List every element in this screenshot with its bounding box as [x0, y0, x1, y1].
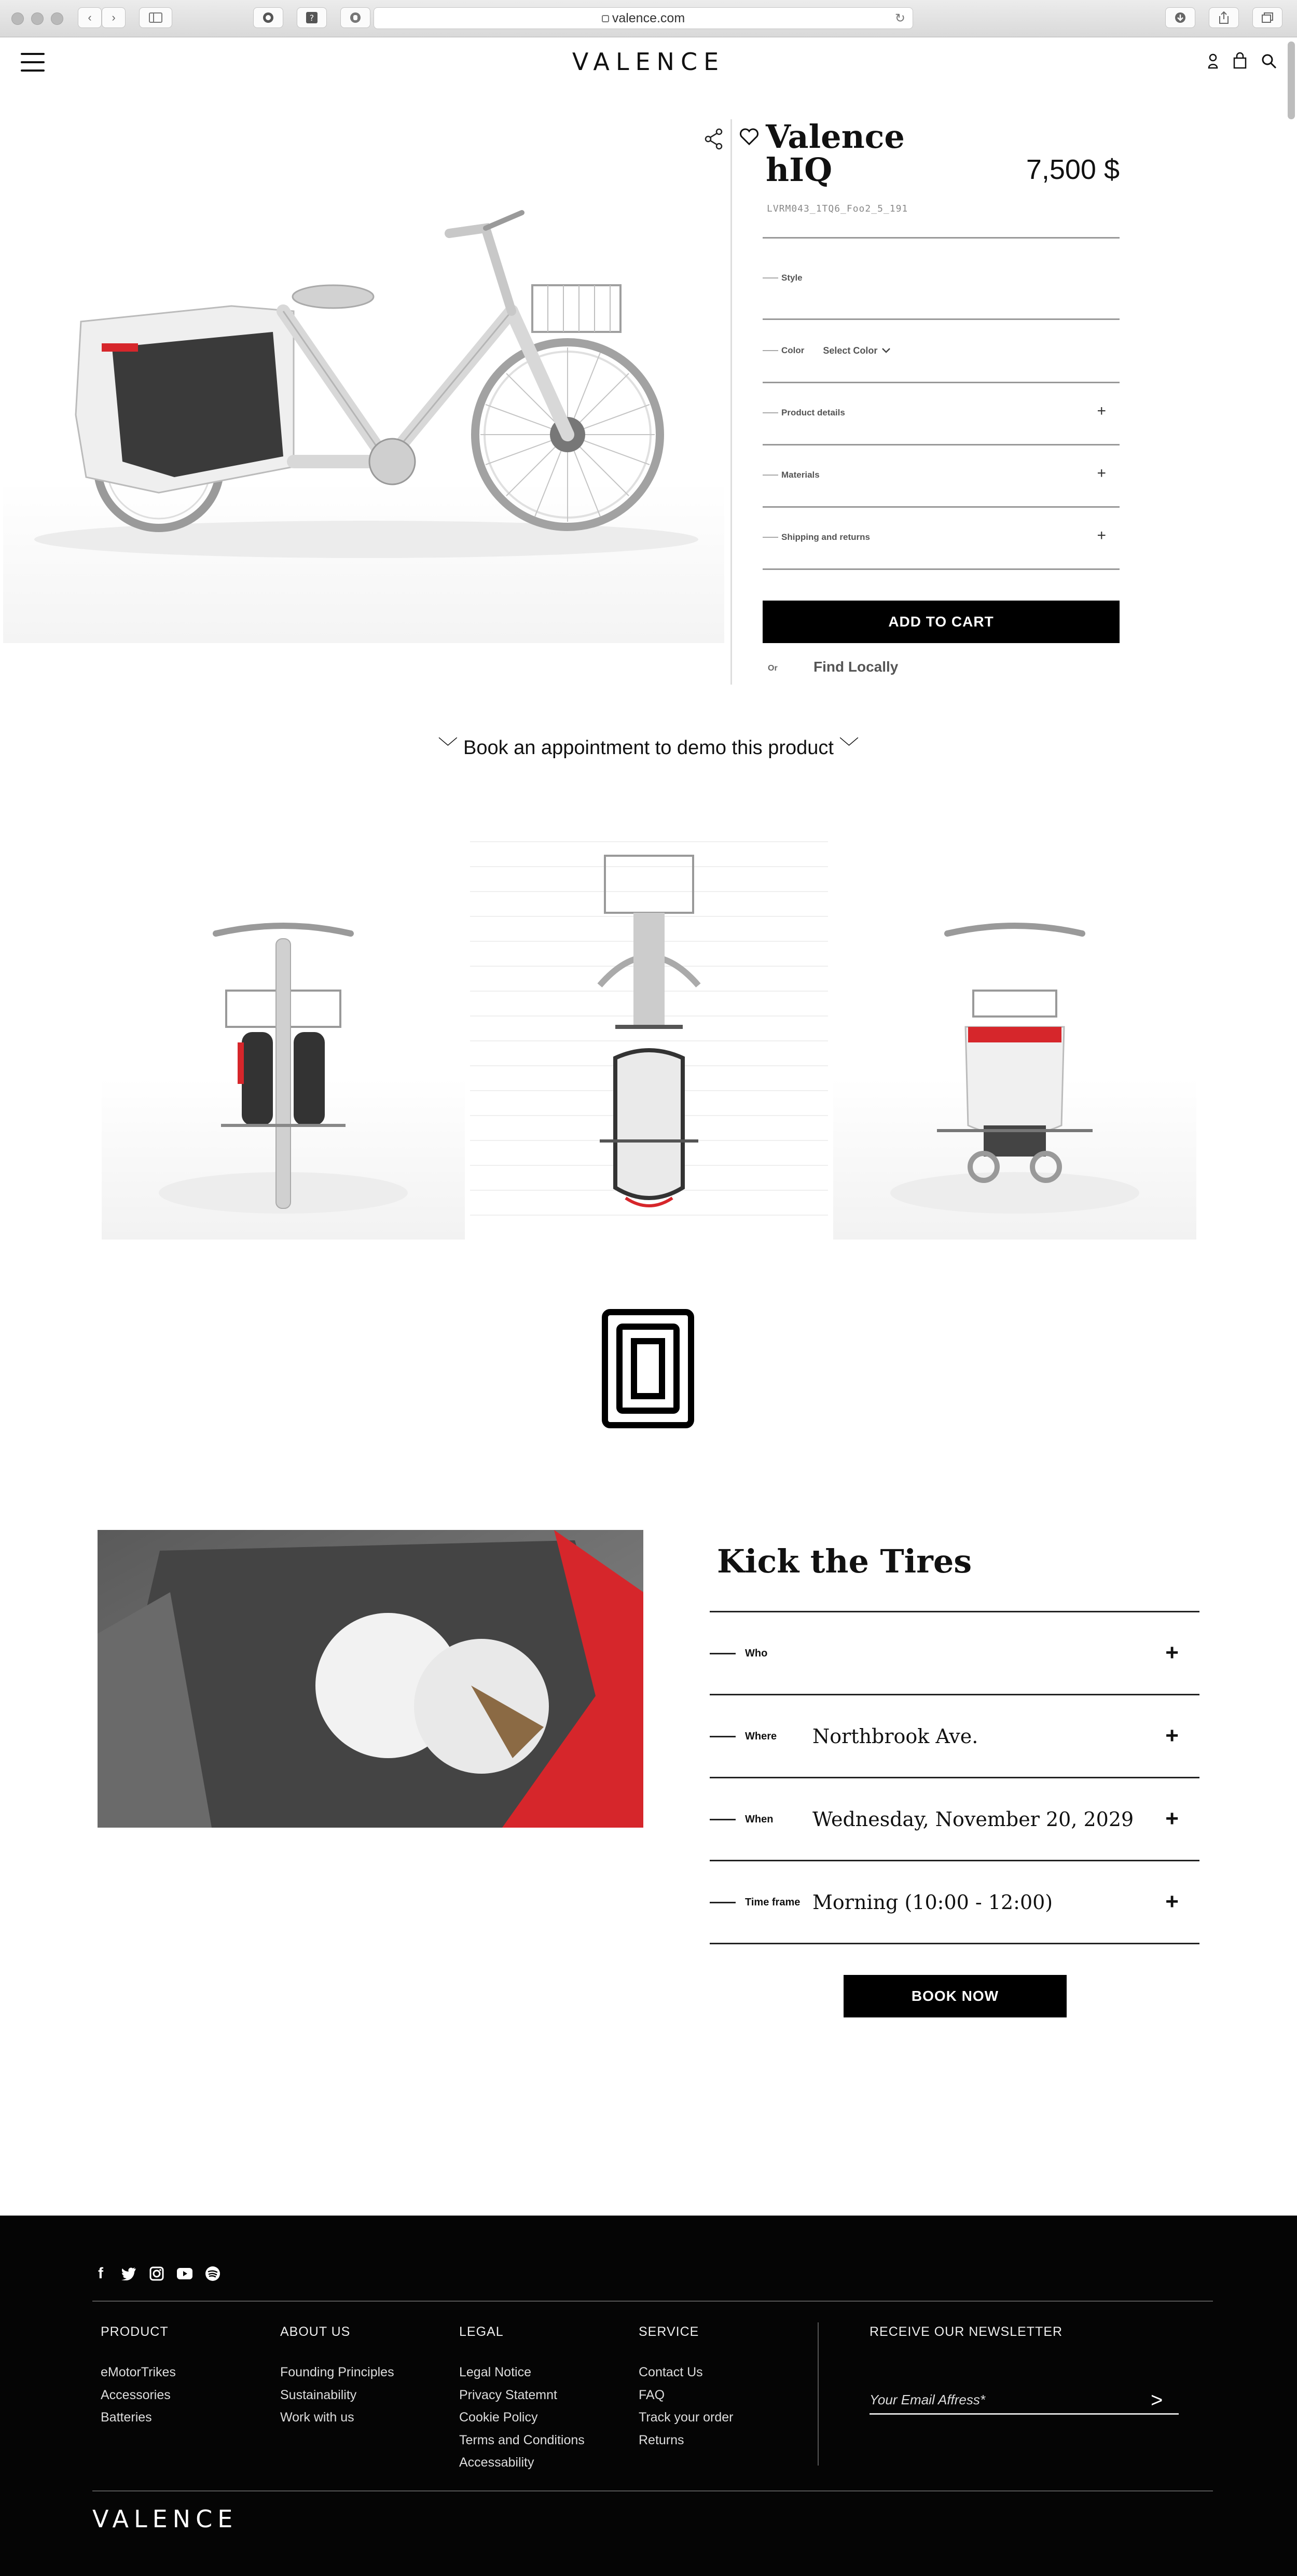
footer-link[interactable]: Privacy Statemnt [459, 2387, 557, 2402]
option-style[interactable] [763, 262, 1120, 294]
footer-column-title: SERVICE [639, 2324, 699, 2339]
plus-icon[interactable]: + [1165, 1723, 1179, 1748]
option-divider [763, 382, 1120, 383]
footer-column-about [280, 2324, 394, 2429]
product-price: 7,500 $ [1026, 154, 1120, 185]
footer-column-service [639, 2324, 733, 2452]
footer-link[interactable]: Terms and Conditions [459, 2432, 585, 2447]
option-style-label: Style [781, 273, 803, 283]
kick-the-tires-title: Kick the Tires [717, 1542, 972, 1580]
add-to-cart-button[interactable]: ADD TO CART [763, 601, 1120, 643]
kick-row-who[interactable] [710, 1613, 1199, 1694]
product-hero-image [3, 104, 724, 643]
heart-icon[interactable] [739, 127, 760, 147]
spotify-icon[interactable] [204, 2265, 221, 2282]
kick-row-label: When [745, 1814, 774, 1825]
window-close-button[interactable] [11, 12, 24, 25]
site-footer [0, 2216, 1297, 2576]
tabs-overview-icon[interactable] [1252, 7, 1282, 28]
back-icon[interactable]: ‹ [78, 7, 102, 28]
kick-divider [710, 1860, 1199, 1861]
plus-icon: + [1097, 465, 1106, 482]
color-select[interactable] [823, 345, 891, 356]
accordion-product-details-label: Product details [781, 408, 845, 417]
option-divider [763, 568, 1120, 570]
kick-divider [710, 1943, 1199, 1944]
plus-icon[interactable]: + [1165, 1640, 1179, 1665]
kick-row-value: Wednesday, November 20, 2029 [812, 1808, 1134, 1831]
option-divider [763, 444, 1120, 445]
newsletter-submit-button[interactable]: > [1151, 2389, 1163, 2412]
footer-link[interactable]: Legal Notice [459, 2365, 531, 2379]
valence-brand-mark-icon [602, 1309, 694, 1428]
youtube-icon[interactable] [176, 2265, 193, 2282]
plus-icon: + [1097, 402, 1106, 420]
extension-privacy-icon[interactable] [340, 7, 370, 28]
window-minimize-button[interactable] [31, 12, 44, 25]
option-color [763, 335, 1120, 366]
window-zoom-button[interactable] [51, 12, 63, 25]
social-links [92, 2265, 221, 2282]
address-bar[interactable] [374, 7, 913, 29]
option-divider [763, 506, 1120, 508]
chevron-down-icon [881, 347, 891, 354]
newsletter-title: RECEIVE OUR NEWSLETTER [870, 2324, 1063, 2339]
share-browser-icon[interactable] [1209, 7, 1239, 28]
footer-divider [92, 2490, 1213, 2491]
accordion-shipping-returns[interactable] [763, 522, 1120, 553]
footer-logo[interactable]: VALENCE [92, 2505, 238, 2533]
extension-grammarly-icon[interactable] [253, 7, 283, 28]
svg-text:?: ? [309, 13, 314, 23]
kick-row-value: Northbrook Ave. [812, 1725, 978, 1748]
footer-column-title: PRODUCT [101, 2324, 169, 2339]
browser-toolbar [0, 0, 1297, 37]
product-sku: LVRM043_1TQ6_Foo2_5_191 [767, 203, 908, 214]
footer-link[interactable]: Sustainability [280, 2387, 357, 2402]
footer-vertical-divider [818, 2322, 819, 2466]
kick-row-when[interactable] [710, 1779, 1199, 1860]
chevron-down-icon: ﹀ [438, 737, 463, 759]
footer-link[interactable]: Contact Us [639, 2365, 703, 2379]
kick-row-where[interactable] [710, 1696, 1199, 1777]
footer-link[interactable]: eMotorTrikes [101, 2365, 176, 2379]
search-icon[interactable] [1260, 52, 1278, 71]
accordion-materials-label: Materials [781, 470, 820, 480]
book-now-button[interactable]: BOOK NOW [844, 1975, 1067, 2017]
color-select-value: Select Color [823, 345, 878, 356]
kick-divider [710, 1611, 1199, 1612]
kick-divider [710, 1694, 1199, 1695]
url-text: valence.com [612, 10, 685, 25]
vertical-divider [730, 119, 732, 685]
shopping-bag-icon[interactable] [1231, 52, 1249, 71]
footer-column-product [101, 2324, 176, 2429]
share-icon[interactable] [703, 127, 724, 151]
reload-icon[interactable]: ↻ [894, 11, 905, 25]
option-color-label: Color [781, 345, 805, 355]
downloads-icon[interactable] [1165, 7, 1195, 28]
facebook-icon[interactable]: f [98, 2265, 103, 2282]
helmet-storage-photo [98, 1530, 643, 1828]
product-title-brand: Valence [766, 118, 905, 156]
footer-link[interactable]: Track your order [639, 2410, 734, 2425]
product-title [766, 120, 984, 187]
chevron-down-icon: ﹀ [834, 737, 859, 759]
book-demo-link[interactable] [0, 731, 1297, 760]
footer-link[interactable]: Cookie Policy [459, 2410, 538, 2425]
extension-help-icon[interactable] [297, 7, 327, 28]
instagram-icon[interactable] [148, 2265, 165, 2282]
footer-column-title: ABOUT US [280, 2324, 351, 2339]
accordion-materials[interactable] [763, 459, 1120, 491]
footer-divider [92, 2301, 1213, 2302]
footer-link[interactable]: Accessability [459, 2455, 534, 2470]
plus-icon: + [1097, 527, 1106, 544]
footer-link[interactable]: Work with us [280, 2410, 354, 2425]
site-header [0, 37, 1297, 89]
accordion-product-details[interactable] [763, 397, 1120, 428]
kick-divider [710, 1777, 1199, 1778]
plus-icon[interactable]: + [1165, 1806, 1179, 1831]
footer-link[interactable]: Founding Principles [280, 2365, 394, 2379]
footer-link[interactable]: Batteries [101, 2410, 152, 2425]
kick-row-label: Who [745, 1648, 768, 1659]
lock-icon [602, 15, 609, 22]
sidebar-icon[interactable] [139, 7, 172, 28]
plus-icon[interactable]: + [1165, 1889, 1179, 1914]
accordion-shipping-label: Shipping and returns [781, 532, 870, 542]
option-divider [763, 318, 1120, 320]
gallery-image-top[interactable] [470, 835, 828, 1240]
site-logo[interactable]: VALENCE [572, 48, 725, 76]
newsletter-email-input[interactable] [870, 2390, 1179, 2415]
footer-column-title: LEGAL [459, 2324, 504, 2339]
book-demo-label: Book an appointment to demo this product [463, 737, 834, 759]
option-divider [763, 237, 1120, 239]
account-icon[interactable] [1204, 52, 1222, 71]
kick-row-timeframe[interactable] [710, 1862, 1199, 1943]
or-label: Or [768, 664, 778, 673]
kick-row-value: Morning (10:00 - 12:00) [812, 1891, 1053, 1914]
footer-link[interactable]: Accessories [101, 2387, 171, 2402]
find-locally-link[interactable]: Find Locally [813, 659, 899, 675]
footer-column-legal [459, 2324, 585, 2474]
kick-row-label: Where [745, 1731, 777, 1742]
footer-link[interactable]: FAQ [639, 2387, 665, 2402]
kick-row-label: Time frame [745, 1897, 801, 1908]
gallery-image-back[interactable] [833, 835, 1196, 1240]
twitter-icon[interactable] [120, 2265, 137, 2282]
gallery-image-front[interactable] [102, 835, 465, 1240]
product-title-model: hIQ [766, 151, 833, 189]
footer-link[interactable]: Returns [639, 2432, 684, 2447]
forward-icon[interactable]: › [102, 7, 126, 28]
